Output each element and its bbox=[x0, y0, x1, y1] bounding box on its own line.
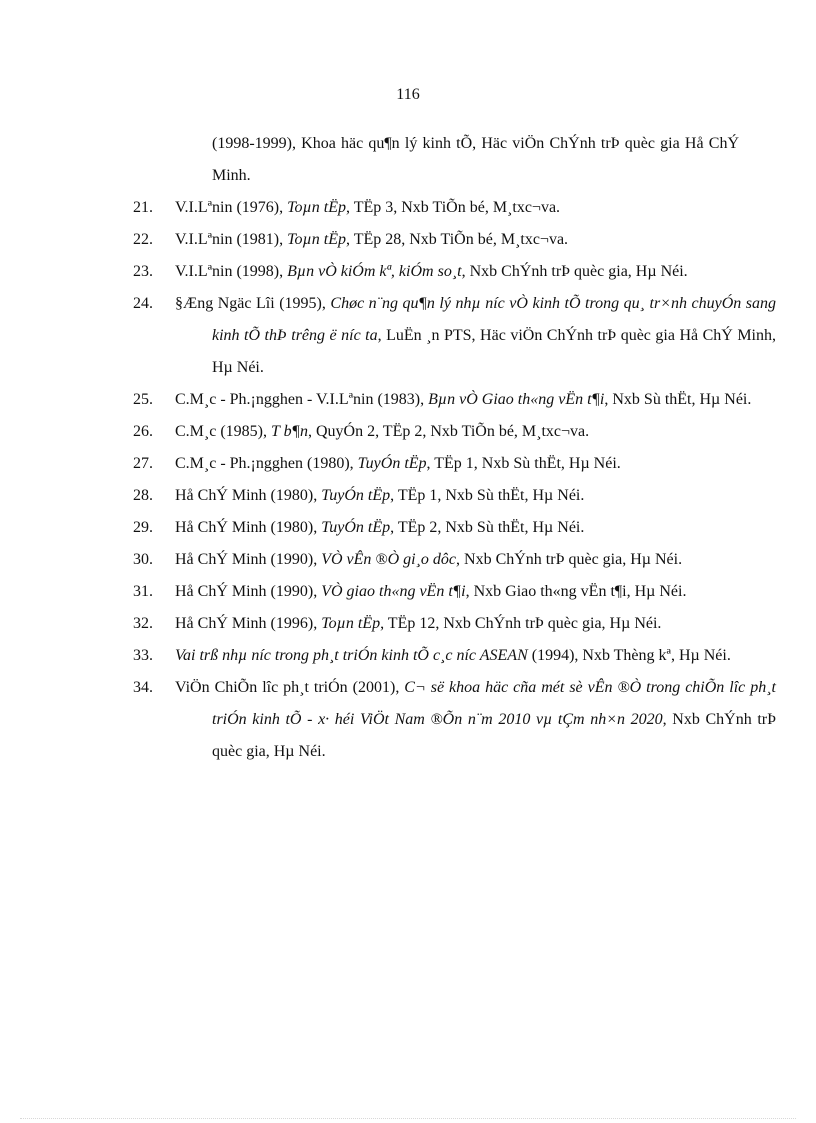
reference-number: 22. bbox=[133, 231, 153, 248]
reference-continuation bbox=[0, 128, 816, 192]
reference-text bbox=[175, 192, 776, 224]
reference-text bbox=[175, 608, 776, 640]
reference-entry bbox=[0, 448, 816, 480]
reference-author-year: C.M¸c (1985), bbox=[175, 423, 271, 440]
reference-number: 23. bbox=[133, 263, 153, 280]
reference-author-year: Hå ChÝ Minh (1980), bbox=[175, 487, 322, 504]
page-bottom-rule bbox=[20, 1118, 796, 1119]
reference-author-year: V.I.Lªnin (1998), bbox=[175, 263, 288, 280]
reference-text bbox=[175, 224, 776, 256]
reference-continuation-text: (1998-1999), Khoa häc qu¶n lý kinh tÕ, Häc viÖn ChÝnh trÞ quèc gia Hå ChÝ Minh. bbox=[212, 135, 739, 184]
page-number: 116 bbox=[396, 86, 420, 103]
reference-author-year: ViÖn ChiÕn lîc ph¸t triÓn (2001), bbox=[175, 679, 405, 696]
reference-title: Vai trß nhµ níc trong ph¸t triÓn kinh tÕ c¸c níc ASEAN bbox=[175, 647, 528, 664]
reference-number: 33. bbox=[133, 647, 153, 664]
reference-author-year: C.M¸c - Ph.¡ngghen - V.I.Lªnin (1983), bbox=[175, 391, 429, 408]
reference-title: VÒ giao th«ng vËn t¶i bbox=[321, 583, 466, 600]
reference-entry bbox=[0, 224, 816, 256]
reference-text bbox=[175, 544, 776, 576]
reference-publisher: , Nxb Sù thËt, Hµ Néi. bbox=[604, 391, 752, 408]
reference-title: Bµn vÒ Giao th«ng vËn t¶i bbox=[428, 391, 605, 408]
reference-entry bbox=[0, 192, 816, 224]
reference-title: Toµn tËp bbox=[321, 615, 381, 632]
reference-number: 34. bbox=[133, 679, 153, 696]
reference-entry bbox=[0, 640, 816, 672]
reference-author-year: §Æng Ngäc Lîi (1995), bbox=[175, 295, 331, 312]
reference-author-year: Hå ChÝ Minh (1990), bbox=[175, 583, 322, 600]
reference-entry bbox=[0, 608, 816, 640]
reference-entries bbox=[0, 192, 816, 768]
reference-text bbox=[175, 672, 776, 768]
reference-text bbox=[175, 256, 776, 288]
reference-entry bbox=[0, 512, 816, 544]
reference-author-year: Hå ChÝ Minh (1990), bbox=[175, 551, 322, 568]
reference-title: Toµn tËp bbox=[287, 231, 346, 248]
reference-title: TuyÓn tËp bbox=[357, 455, 427, 472]
reference-entry bbox=[0, 288, 816, 384]
reference-text bbox=[175, 576, 776, 608]
reference-number: 21. bbox=[133, 199, 153, 216]
reference-author-year: Hå ChÝ Minh (1980), bbox=[175, 519, 322, 536]
reference-entry bbox=[0, 480, 816, 512]
reference-title: Toµn tËp bbox=[287, 199, 346, 216]
reference-number: 31. bbox=[133, 583, 153, 600]
reference-publisher: , LuËn ¸n PTS, Häc viÖn ChÝnh trÞ quèc gia Hå ChÝ Minh, Hµ Néi. bbox=[212, 327, 777, 376]
reference-number: 32. bbox=[133, 615, 153, 632]
reference-author-year: V.I.Lªnin (1976), bbox=[175, 199, 288, 216]
reference-number: 29. bbox=[133, 519, 153, 536]
reference-publisher: , Nxb ChÝnh trÞ quèc gia, Hµ Néi. bbox=[212, 711, 776, 760]
reference-number: 30. bbox=[133, 551, 153, 568]
reference-publisher: (1994), Nxb Thèng kª, Hµ Néi. bbox=[527, 647, 731, 664]
reference-publisher: , TËp 2, Nxb Sù thËt, Hµ Néi. bbox=[390, 519, 585, 536]
reference-entry bbox=[0, 416, 816, 448]
reference-number: 28. bbox=[133, 487, 153, 504]
reference-title: TuyÓn tËp bbox=[321, 519, 391, 536]
reference-number: 27. bbox=[133, 455, 153, 472]
reference-author-year: C.M¸c - Ph.¡ngghen (1980), bbox=[175, 455, 358, 472]
reference-title: C¬ së khoa häc cña mét sè vÊn ®Ò trong chiÕn lîc ph¸t triÓn kinh tÕ - x· héi ViÖt Nam ®Õn n¨m 2010 vµ tÇm nh×n 2020 bbox=[212, 679, 777, 728]
reference-text bbox=[175, 416, 776, 448]
reference-number: 24. bbox=[133, 295, 153, 312]
reference-entry bbox=[0, 384, 816, 416]
reference-publisher: , TËp 1, Nxb Sù thËt, Hµ Néi. bbox=[390, 487, 585, 504]
reference-publisher: , QuyÓn 2, TËp 2, Nxb TiÕn bé, M¸txc¬va. bbox=[307, 423, 590, 440]
reference-number: 26. bbox=[133, 423, 153, 440]
reference-title: VÒ vÊn ®Ò gi¸o dôc bbox=[321, 551, 457, 568]
reference-text bbox=[175, 384, 776, 416]
reference-publisher: , Nxb ChÝnh trÞ quèc gia, Hµ Néi. bbox=[461, 263, 688, 280]
reference-title: Chøc n¨ng qu¶n lý nhµ níc vÒ kinh tÕ trong qu¸ tr×nh chuyÓn sang kinh tÕ thÞ trêng ë níc ta bbox=[212, 295, 776, 344]
reference-number: 25. bbox=[133, 391, 153, 408]
reference-title: TuyÓn tËp bbox=[321, 487, 391, 504]
reference-text bbox=[175, 512, 776, 544]
reference-entry bbox=[0, 672, 816, 768]
reference-publisher: , TËp 28, Nxb TiÕn bé, M¸txc¬va. bbox=[345, 231, 569, 248]
reference-text bbox=[175, 640, 776, 672]
reference-publisher: , TËp 3, Nxb TiÕn bé, M¸txc¬va. bbox=[345, 199, 561, 216]
reference-text bbox=[175, 448, 776, 480]
reference-list bbox=[0, 128, 816, 768]
reference-author-year: V.I.Lªnin (1981), bbox=[175, 231, 288, 248]
reference-title: Bµn vÒ kiÓm kª, kiÓm so¸t bbox=[287, 263, 462, 280]
reference-entry bbox=[0, 576, 816, 608]
reference-publisher: , Nxb Giao th«ng vËn t¶i, Hµ Néi. bbox=[465, 583, 687, 600]
reference-entry bbox=[0, 256, 816, 288]
reference-publisher: , TËp 12, Nxb ChÝnh trÞ quèc gia, Hµ Néi. bbox=[380, 615, 662, 632]
reference-entry bbox=[0, 544, 816, 576]
reference-publisher: , Nxb ChÝnh trÞ quèc gia, Hµ Néi. bbox=[456, 551, 683, 568]
reference-publisher: , TËp 1, Nxb Sù thËt, Hµ Néi. bbox=[426, 455, 621, 472]
reference-author-year: Hå ChÝ Minh (1996), bbox=[175, 615, 322, 632]
reference-text bbox=[175, 288, 776, 384]
reference-title: T b¶n bbox=[270, 423, 308, 440]
reference-text bbox=[175, 480, 776, 512]
